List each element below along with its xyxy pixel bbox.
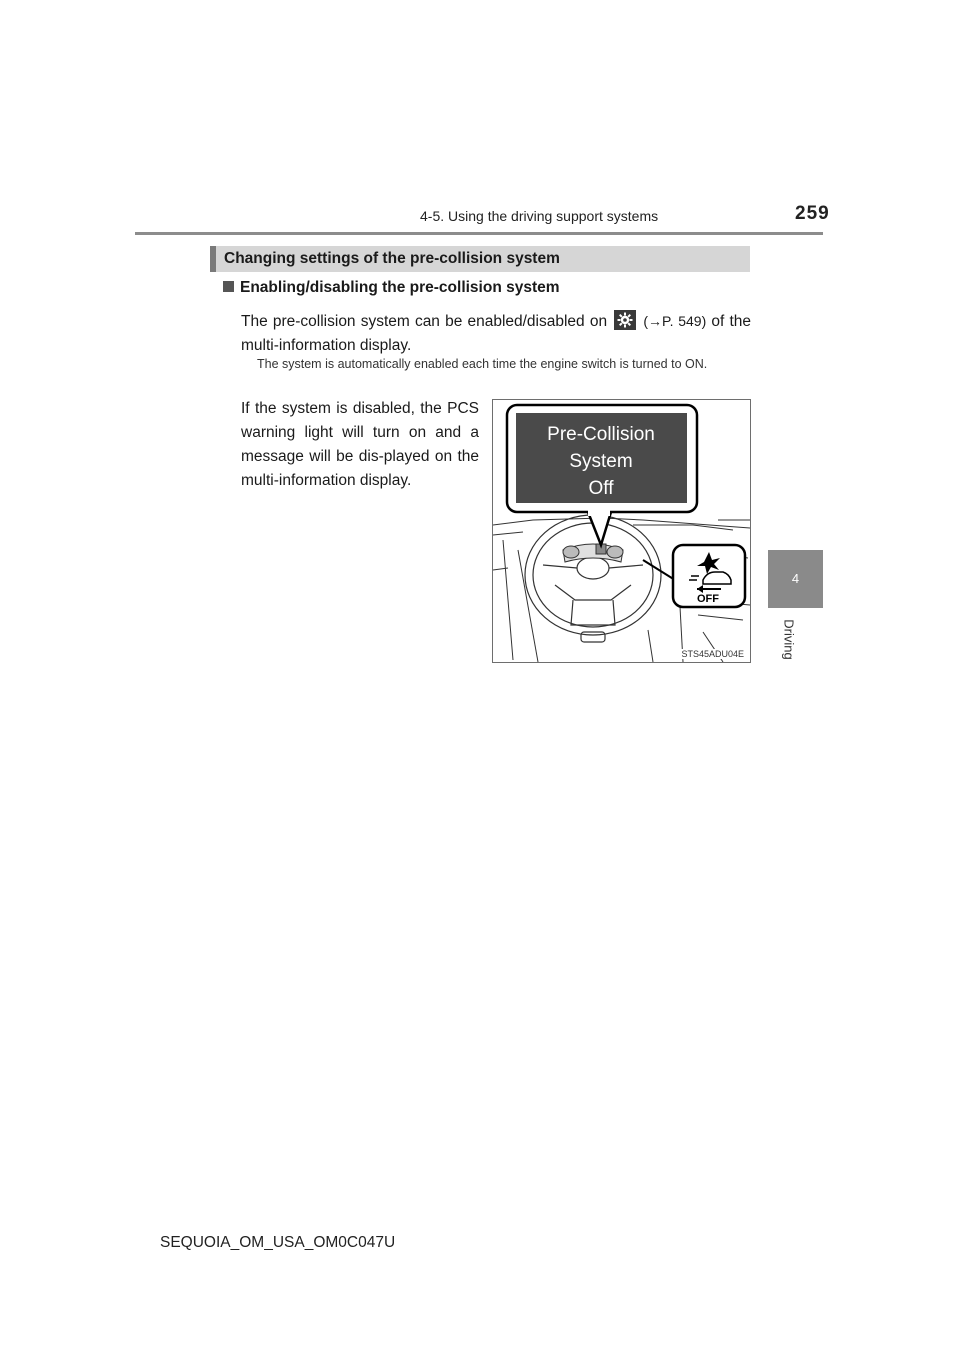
header-section-title: 4-5. Using the driving support systems — [420, 208, 659, 224]
indicator-off-label: OFF — [697, 593, 719, 605]
note-text: The system is automatically enabled each time the engine switch is turned to ON. — [257, 357, 708, 371]
body-paragraph-2: If the system is disabled, the PCS warning light will turn on and a message will be dis-played on the multi-information display. — [241, 400, 479, 489]
section-accent — [210, 246, 216, 272]
figure-code: STS45ADU04E — [681, 649, 744, 659]
dashboard-figure — [492, 399, 751, 663]
subsection-heading — [223, 279, 560, 297]
section-title-bar — [210, 246, 750, 272]
chapter-label-wrap — [779, 612, 799, 672]
body-text-before-icon: The pre-collision system can be enabled/disabled on — [241, 313, 608, 330]
chapter-tab — [768, 550, 823, 608]
header-rule — [135, 232, 823, 235]
page-number: 259 — [795, 203, 830, 224]
display-message-line2: System — [569, 451, 633, 472]
dashboard-illustration — [493, 400, 750, 662]
body-paragraph — [241, 309, 751, 358]
footer-doc-code: SEQUOIA_OM_USA_OM0C047U — [160, 1234, 396, 1251]
gear-icon — [614, 310, 636, 330]
body-text-after-icon: of the multi-information display. — [241, 313, 752, 354]
page-reference: (→P. 549) — [643, 313, 707, 329]
chapter-label: Driving — [781, 619, 797, 660]
section-title: Changing settings of the pre-collision system — [224, 250, 560, 267]
chapter-number: 4 — [791, 571, 800, 586]
display-message-line3: Off — [588, 478, 614, 499]
subsection-heading-text: Enabling/disabling the pre-collision system — [240, 279, 560, 296]
square-bullet-icon — [223, 281, 234, 292]
display-message-line1: Pre-Collision — [547, 424, 655, 445]
